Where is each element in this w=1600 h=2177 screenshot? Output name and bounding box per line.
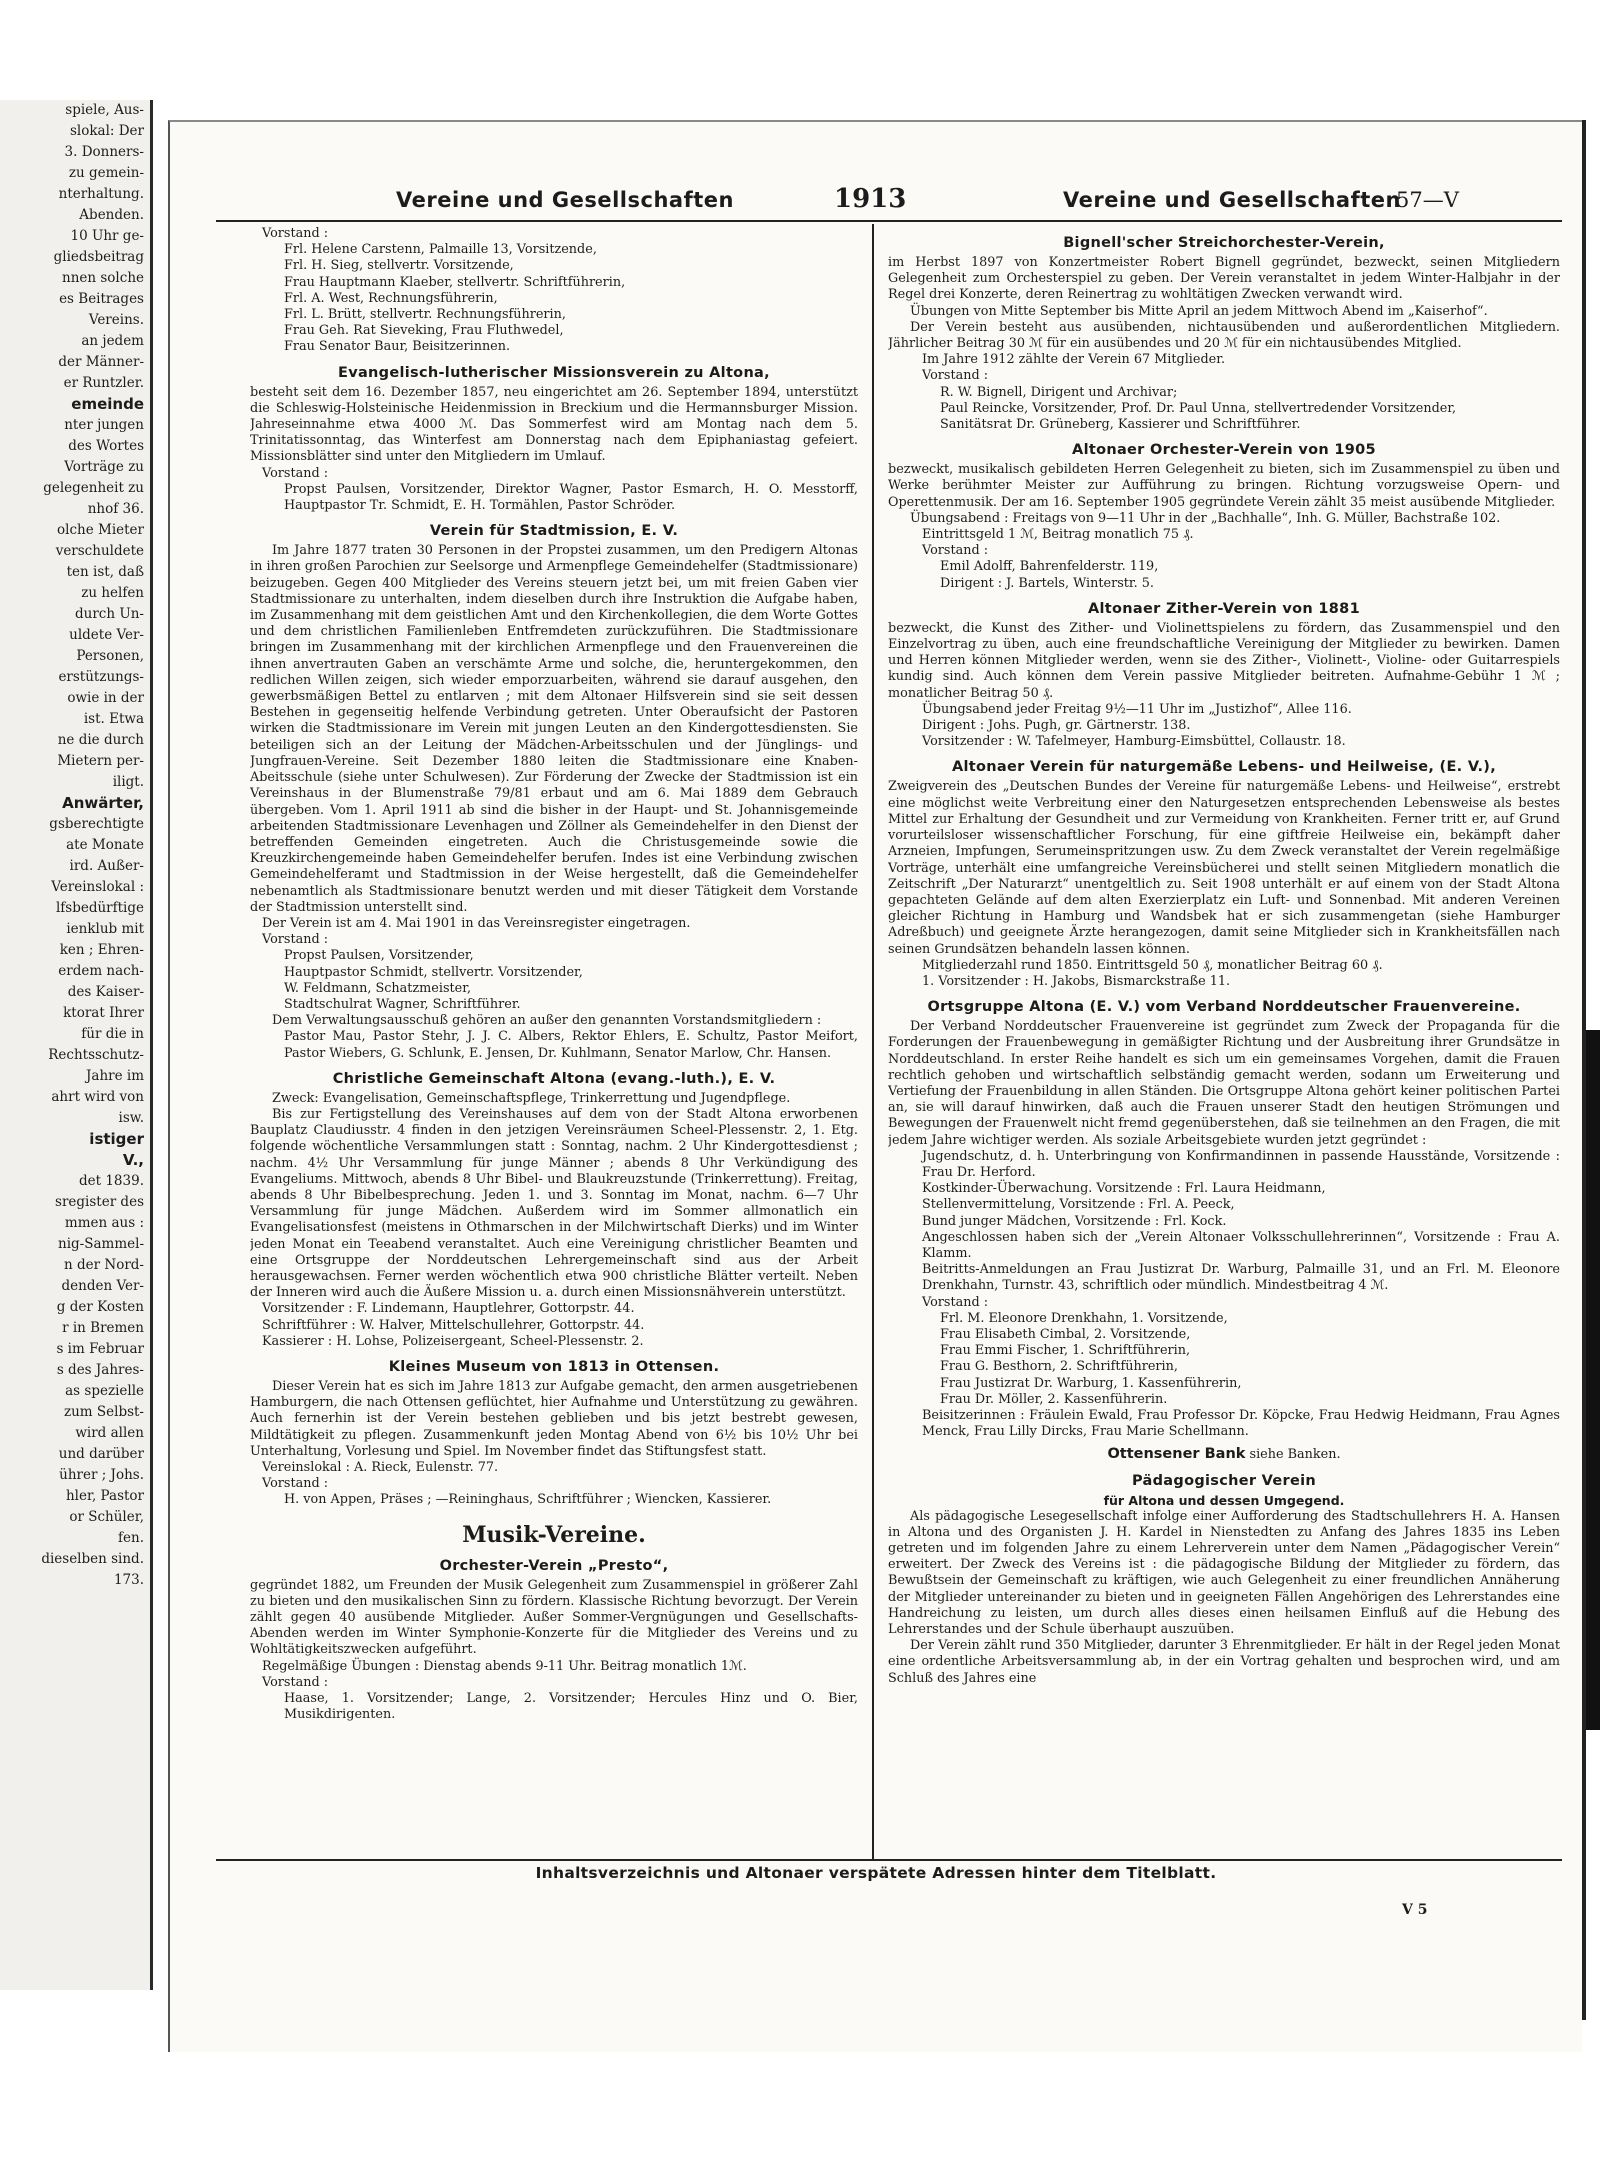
adjacent-page-line: 3. Donners- [64, 144, 144, 160]
left-column [250, 226, 858, 1856]
adjacent-page-line: er Runtzler. [63, 375, 144, 391]
footer-signature: V 5 [1402, 1902, 1428, 1918]
adjacent-page-line: iligt. [112, 774, 144, 790]
adjacent-page-lines [0, 814, 150, 1108]
detail-line: Kostkinder-Überwachung. Vorsitzende : Frl. Laura Heidmann, [922, 1181, 1326, 1197]
adjacent-page-line: es Beitrages [59, 291, 144, 307]
vorstand-member: W. Feldmann, Schatzmeister, [284, 980, 472, 996]
adjacent-page-line: 10 Uhr ge- [70, 228, 144, 244]
adjacent-page-line: ten ist, daß [66, 564, 144, 580]
section-text: Als pädagogische Lesegesellschaft infolge einer Aufforderung des Stadtschullehrers H. A. Hansen in Altona und des Organisten J. H. Kardel in Nienstedten zu Anfang des Jahres 1835 ins Leben getreten und im folgenden Jahre zu einem Lehrerverein unter dem Namen „Pädagogischer Verein“ erweitert. Der Zweck des Vereins ist : die pädagogische Bildung der Mitglieder zu fördern, das Bewußtsein der Gemeinschaft zu kräftigen, wie auch Gelegenheit zu einer freundlichen Annäherung der Mitglieder untereinander zu bieten und in geeigneten Fällen Angehörigen des Lehrerstandes eine Handreichung zu leisten, um durch alles dieses einen heilsamen Einfluß auf die Hebung des Lehrerstandes und der Schule überhaupt auszuüben. [888, 1508, 1560, 1638]
detail-line: Bund junger Mädchen, Vorsitzende : Frl. Kock. [922, 1213, 1227, 1229]
vorstand-label: Vorstand : [262, 932, 329, 948]
section-title-orchester-1905: Altonaer Orchester-Verein von 1905 [1072, 442, 1376, 459]
section-text: Bis zur Fertigstellung des Vereinshauses auf dem von der Stadt Altona erworbenen Bauplatz Claudiusstr. 4 finden in den jetzigen Vereinsräumen Scheel-Plessenstr. 2, 1. Etg. folgende wöchentliche Versammlungen statt : Sonntag, nachm. 2 Uhr Kindergottesdienst ; nachm. 4½ Uhr Versammlung für junge Männer ; abends 8 Uhr Verkündigung des Evangeliums. Mittwoch, abends 8 Uhr Bibel- und Blaukreuzstunde (Trinkerrettung). Freitag, abends 8 Uhr Bibelbesprechung. Jeden 1. und 3. Sonntag im Monat, nachm. 6—7 Uhr Versammlung für junge Mädchen. Außerdem wird im Sommer allmonatlich ein Evangelisationsfest (meistens in Othmarschen in der Milchwirtschaft Dierks) und im Winter jeden Monat ein Teeabend veranstaltet. Auch eine Vereinigung christlicher Beamten und eine Ortsgruppe der Norddeutschen Lehrergemeinschaft sind aus der Arbeit herausgewachsen. Ferner werden wöchentlich etwa 900 christliche Blätter verteilt. Neben der Inneren wird auch die Äußere Mission u. a. durch einen Missionsnähverein unterstützt. [250, 1106, 858, 1301]
section-title-gemeinschaft: Christliche Gemeinschaft Altona (evang.-luth.), E. V. [332, 1070, 776, 1087]
ausschuss-note: Dem Verwaltungsausschuß gehören an außer den genannten Vorstandsmitgliedern : [272, 1013, 822, 1029]
vorstand-member: Propst Paulsen, Vorsitzender, [284, 948, 474, 964]
adjacent-page-line: für die in [81, 1026, 144, 1042]
adjacent-page-line: ührer ; Johs. [59, 1467, 144, 1483]
vorstand-member: Frau Senator Baur, Beisitzerinnen. [284, 339, 511, 355]
directory-page [168, 120, 1582, 2052]
adjacent-page-line: nterhaltung. [58, 186, 144, 202]
detail-line: Dirigent : Johs. Pugh, gr. Gärtnerstr. 138. [922, 718, 1191, 734]
officer-line: Schriftführer : W. Halver, Mittelschullehrer, Gottorpstr. 44. [262, 1317, 645, 1333]
register-note: Der Verein ist am 4. Mai 1901 in das Vereinsregister eingetragen. [262, 915, 691, 931]
vorstand-member: Frl. H. Sieg, stellvertr. Vorsitzende, [284, 258, 514, 274]
heilweise-details [922, 958, 1560, 990]
adjacent-page-line: ktorat Ihrer [63, 1005, 144, 1021]
adjacent-page-line: ate Monate [66, 837, 144, 853]
section-text: Der Verein zählt rund 350 Mitglieder, darunter 3 Ehrenmitglieder. Er hält in der Regel jeden Monat eine ordentliche Arbeitsversammlung ab, in der ein Vortrag gehalten und besprochen wird, und am Schluß des Jahres eine [888, 1638, 1560, 1686]
vorstand-label: Vorstand : [922, 543, 989, 559]
adjacent-page-line: ienklub mit [66, 921, 144, 937]
adjacent-page-heading: V., [122, 1151, 144, 1169]
adjacent-page-line: Vorträge zu [64, 459, 144, 475]
running-header [170, 180, 1570, 214]
vorstand-member: Frl. M. Eleonore Drenkhahn, 1. Vorsitzende, [940, 1310, 1228, 1326]
adjacent-page-line: ird. Außer- [69, 858, 144, 874]
section-text: Der Verband Norddeutscher Frauenvereine ist gegründet zum Zweck der Propaganda für die Forderungen der Frauenbewegung in gemäßigter Richtung und der Ausbreitung ihrer Grundsätze in Norddeutschland. In erster Reihe handelt es sich um ein gemeinsames Vorgehen, damit die Frauen rechtlich gehoben und wirtschaftlich selbständig gemacht werden, sodann um Erweiterung und Vertiefung der Frauenbildung in allen Ständen. Die Ortsgruppe Altona gehört keiner politischen Partei an, sie will darauf hinwirken, daß auch die Frauen unserer Stadt den heutigen Strömungen und Bewegungen der Frauenwelt nicht fremd gegenüberstehen, daß sie teilnehmen an den Fragen, die mit jedem Jahre wichtiger werden. Als soziale Arbeitsgebiete wurden jetzt gegründet : [888, 1019, 1560, 1148]
vorstand-list [940, 385, 1560, 434]
detail-line: Übungsabend jeder Freitag 9½—11 Uhr im „Justizhof“, Allee 116. [922, 701, 1352, 717]
adjacent-page-heading: emeinde [71, 395, 144, 413]
adjacent-page-line: uldete Ver- [69, 627, 144, 643]
header-year: 1913 [834, 184, 907, 214]
adjacent-page-line: n der Nord- [64, 1257, 144, 1273]
detail-line: 1. Vorsitzender : H. Jakobs, Bismarckstraße 11. [922, 973, 1231, 989]
adjacent-page-line: r in Bremen [62, 1320, 144, 1336]
adjacent-page-line: or Schüler, [69, 1509, 144, 1525]
vorstand-member: Frau Dr. Möller, 2. Kassenführerin. [940, 1391, 1168, 1407]
vorstand-member: Stadtschulrat Wagner, Schriftführer. [284, 996, 521, 1012]
adjacent-page-line: an jedem [81, 333, 144, 349]
adjacent-page-line: nhof 36. [87, 501, 144, 517]
section-text: im Herbst 1897 von Konzertmeister Robert Bignell gegründet, bezweckt, seinen Mitgliedern Gelegenheit zum Orchesterspiel zu geben. Der Verein veranstaltet in jedem Winter-Halbjahr in der Regel drei Konzerte, deren Reinertrag zu wohltätigen Zwecken verwandt wird. [888, 255, 1560, 303]
arbeitsgebiete-list [922, 1149, 1560, 1295]
adjacent-page-line: Vereins. [88, 312, 144, 328]
vorstand-list [940, 1311, 1560, 1408]
vorstand-members: H. von Appen, Präses ; —Reininghaus, Schriftführer ; Wiencken, Kassierer. [284, 1492, 772, 1508]
section-text: Dieser Verein hat es sich im Jahre 1813 zur Aufgabe gemacht, den armen ausgetriebenen Hamburgern, die nach Ottensen geflüchtet, hier Aufnahme und Unterstützung zu gewähren. Auch fernerhin ist der Verein bestehen geblieben und bis jetzt bestrebt gewesen, Mildtätigkeit zu pflegen. Zusammenkunft jeden Montag Abend von 6½ bis 10½ Uhr bei Unterhaltung, Vorlesung und Spiel. Im November findet das Stiftungsfest statt. [250, 1379, 858, 1459]
footer-rule [216, 1859, 1562, 1861]
adjacent-page-line: ahrt wird von [51, 1089, 144, 1105]
adjacent-page-line: durch Un- [75, 606, 144, 622]
detail-line: Stellenvermittelung, Vorsitzende : Frl. A. Peeck, [922, 1197, 1235, 1213]
section-title-stadtmission: Verein für Stadtmission, E. V. [429, 523, 679, 540]
adjacent-page-line: nter jungen [64, 417, 144, 433]
adjacent-page-line: Abenden. [79, 207, 144, 223]
adjacent-page-line: ken ; Ehren- [59, 942, 144, 958]
adjacent-page-line: ist. Etwa [83, 711, 144, 727]
header-rule [216, 220, 1562, 222]
section-title-zither: Altonaer Zither-Verein von 1881 [1088, 600, 1360, 617]
vorstand-member: Frau G. Besthorn, 2. Schriftführerin, [940, 1359, 1178, 1375]
adjacent-page-line: wird allen [75, 1425, 144, 1441]
vorstand-member: Frl. Helene Carstenn, Palmaille 13, Vorsitzende, [284, 242, 597, 258]
adjacent-page-line: s im Februar [56, 1341, 144, 1357]
adjacent-page-line: hler, Pastor [65, 1488, 144, 1504]
right-column [888, 226, 1560, 1856]
adjacent-page-line: erstützungs- [58, 669, 144, 685]
adjacent-page-line: spiele, Aus- [65, 102, 144, 118]
category-title-musik-vereine: Musik-Vereine. [462, 1521, 646, 1548]
adjacent-page-line: nnen solche [62, 270, 144, 286]
member-count: Im Jahre 1912 zählte der Verein 67 Mitglieder. [922, 352, 1226, 368]
vorstand-member: Hauptpastor Schmidt, stellvertr. Vorsitzender, [284, 964, 583, 980]
adjacent-page-lines [0, 1171, 150, 1591]
detail-line: Jugendschutz, d. h. Unterbringung von Konfirmandinnen in passende Hausstände, Vorsitzende : Frau Dr. Herford. [922, 1148, 1560, 1180]
adjacent-page-line: zum Selbst- [63, 1404, 144, 1420]
vorstand-member: Frl. A. West, Rechnungsführerin, [284, 290, 498, 306]
adjacent-page-lines [0, 1108, 150, 1129]
adjacent-page-line: lfsbedürftige [55, 900, 144, 916]
vorstand-member: Frau Elisabeth Cimbal, 2. Vorsitzende, [940, 1326, 1191, 1342]
adjacent-page-line: g der Kosten [56, 1299, 144, 1315]
zither-details [922, 702, 1560, 751]
section-title-frauenvereine: Ortsgruppe Altona (E. V.) vom Verband Norddeutscher Frauenvereine. [927, 999, 1521, 1016]
adjacent-page-line: Mietern per- [57, 753, 144, 769]
vorstand-label: Vorstand : [262, 465, 329, 481]
adjacent-page-line: as spezielle [65, 1383, 144, 1399]
section-title-museum: Kleines Museum von 1813 in Ottensen. [388, 1359, 720, 1375]
vorstand-label: Vorstand : [262, 1674, 329, 1690]
adjacent-page-fragment [0, 100, 153, 1990]
officer-line: Vorsitzender : F. Lindemann, Hauptlehrer, Gottorpstr. 44. [262, 1301, 635, 1317]
beisitzerinnen: Beisitzerinnen : Fräulein Ewald, Frau Professor Dr. Köpcke, Frau Hedwig Heidmann, Frau Agnes Menck, Frau Lilly Dircks, Frau Marie Schellmann. [922, 1408, 1560, 1440]
section-title-heilweise: Altonaer Verein für naturgemäße Lebens- und Heilweise, (E. V.), [951, 759, 1497, 776]
vorstand-member: Frau Hauptmann Klaeber, stellvertr. Schriftführerin, [284, 274, 626, 290]
adjacent-page-line: erdem nach- [58, 963, 144, 979]
section-title-bignell: Bignell'scher Streichorchester-Verein, [1063, 235, 1385, 251]
adjacent-page-line: Vereinslokal : [51, 879, 144, 895]
uebungen: Regelmäßige Übungen : Dienstag abends 9-11 Uhr. Beitrag monatlich 1ℳ. [262, 1658, 747, 1674]
adjacent-page-line: isw. [118, 1110, 144, 1126]
officer-line: Kassierer : H. Lohse, Polizeisergeant, Scheel-Plessenstr. 2. [262, 1333, 644, 1349]
adjacent-page-line: s des Jahres- [56, 1362, 144, 1378]
section-text: Im Jahre 1877 traten 30 Personen in der Propstei zusammen, um den Predigern Altonas in ihren großen Parochien zur Seelsorge und Armenpflege Gemeindehelfer (Stadtmissionare) beizugeben. Gegen 400 Mitglieder des Vereins steuern jetzt bei, um mit freien Gaben vier Stadtmissionare zu unterhalten, indem dieselben durch ihre Instruktion die Aufgabe haben, im Zusammenhang mit dem geistlichen Amt und den Kirchenkollegien, die dem Worte Gottes und dem christlichen Familienleben Entfremdeten zurückzuführen. Die Stadtmissionare bringen im Zusammenhang mit der kirchlichen Armenpflege und den Frauenvereinen die ihnen anvertrauten Gaben an verschämte Arme und solche, die, heruntergekommen, den redlichen Willen zeigen, sich wieder emporzuarbeiten, während sie darauf ausgehen, den gewerbsmäßigen Bettel zu entlarven ; mit dem Altonaer Hilfsverein sind sie seit dessen Bestehen in gegenseitig helfende Verbindung getreten. Unter Oberaufsicht der Pastoren wirken die Stadtmissionare im Verein mit jungen Leuten an den Kindergottesdiensten. Sie beteiligen sich an der Leitung der Mädchen-Arbeitsschulen und der Jünglings- und Jungfrauen-Vereine. Seit Dezember 1880 leiten die Stadtmissionare eine Knaben-Abeitsschule (siehe unter Schulwesen). Zur Förderung der Zwecke der Stadtmission ist ein Vereinshaus in der Blumenstraße 79/81 erbaut und am 6. Mai 1889 dem Gebrauch übergeben. Vom 1. April 1911 ab sind die bisher in der Haupt- und St. Johannisgemeinde arbeitenden Stadtmissionare Levenhagen und Zöllner als Gemeindehelfer in den Dienst der betreffenden Gemeinden eingetreten. Auch die Christusgemeinde sowie die Kreuzkirchengemeinde haben Gemeindehelfer berufen. Indes ist eine Verbindung zwischen Gemeindehelferamt und Stadtmission in der Weise hergestellt, daß die Gemeindehelfer nebenamtlich als Stadtmissionare benutzt werden und mit dieser Tätigkeit dem Vorstande der Stadtmission unterstellt sind. [250, 543, 858, 915]
adjacent-page-line: verschuldete [55, 543, 144, 559]
adjacent-page-line: mmen aus : [64, 1215, 144, 1231]
vorstand-members: Propst Paulsen, Vorsitzender, Direktor Wagner, Pastor Esmarch, H. O. Messtorff, Hauptpastor Tr. Schmidt, E. H. Tormählen, Pastor Schröder. [284, 481, 858, 514]
header-right-title: Vereine und Gesellschaften [1063, 188, 1401, 212]
vorstand-list [284, 242, 858, 355]
vorstand-list [284, 948, 858, 1013]
vorstand-member: Sanitätsrat Dr. Grüneberg, Kassierer und Schriftführer. [940, 417, 1301, 433]
mitglieder-note: Der Verein besteht aus ausübenden, nichtausübenden und außerordentlichen Mitgliedern. Jährlicher Beitrag 30 ℳ für ein ausübendes und 20 ℳ für ein nichtausübendes Mitglied. [888, 319, 1560, 352]
adjacent-page-line: 173. [113, 1572, 144, 1588]
adjacent-page-line: olche Mieter [57, 522, 144, 538]
adjacent-page-line: dieselben sind. [41, 1551, 144, 1567]
section-text: Zweigverein des „Deutschen Bundes der Vereine für naturgemäße Lebens- und Heilweise“, erstrebt eine möglichst weite Verbreitung einer den Naturgesetzen entsprechenden Lebensweise als bestes Mittel zur Erhaltung der Gesundheit und zur Vermeidung von Krankheiten. Ferner tritt er, auf Grund vorurteilsloser wissenschaftlicher Forschung, für eine giftfreie Heilweise ein, bekämpft daher Arzneien, Impfungen, Serumeinspritzungen usw. Zu dem Zweck veranstaltet der Verein regelmäßige Vorträge, unterhält eine umfangreiche Vereinsbücherei und stellt seinen Mitgliedern monatlich die Zeitschrift „Der Naturarzt“ unentgeltlich zu. Seit 1908 unterhält er auf einem von der Stadt Altona gepachteten Gelände auf dem alten Exerzierplatz ein Luft- und Sonnenbad. Mit anderen Vereinen gleicher Richtung in Hamburg und Wandsbek hat er sich zusammengetan (siehe Hamburger Adreßbuch) und geeignete Ärzte herangezogen, damit seine Mitglieder sich in Krankheitsfällen nach seinen Grundsätzen behandeln lassen können. [888, 779, 1560, 957]
vorstand-label: Vorstand : [262, 226, 329, 241]
column-divider [872, 224, 874, 1859]
adjacent-page-line: und darüber [58, 1446, 144, 1462]
section-text: bezweckt, die Kunst des Zither- und Violinettspielens zu fördern, das Zusammenspiel und den Einzelvortrag zu üben, auch eine freundschaftliche Vereinigung der Mitglieder zu bewirken. Damen und Herren können Mitglieder werden, wenn sie des Zither-, Violinett-, Violine- oder Guitarrespiels kundig sind. Auch können dem Verein passive Mitglieder beitreten. Aufnahme-Gebühr 1 ℳ ; monatlicher Beitrag 50 ₰. [888, 620, 1560, 701]
adjacent-page-line: det 1839. [79, 1173, 144, 1189]
header-page-number: 57—V [1396, 188, 1459, 212]
section-text: bezweckt, musikalisch gebildeten Herren Gelegenheit zu bieten, sich im Zusammenspiel zu üben und Werke berühmter Meister zur Aufführung zu bringen. Richtung vorzugsweise Opern- und Operettenmusik. Der am 16. September 1905 gegründete Verein zählt 35 meist ausübende Mitglieder. [888, 462, 1560, 510]
vorstand-member: Frl. L. Brütt, stellvertr. Rechnungsführerin, [284, 307, 566, 323]
beitrag: Eintrittsgeld 1 ℳ, Beitrag monatlich 75 ₰. [922, 527, 1194, 543]
section-title-paedagogisch: Pädagogischer Verein [1132, 1472, 1316, 1489]
section-title-presto: Orchester-Verein „Presto“, [439, 1557, 669, 1574]
adjacent-page-line: Jahre im [85, 1068, 144, 1084]
detail-line: Vorsitzender : W. Tafelmeyer, Hamburg-Eimsbüttel, Collaustr. 18. [922, 734, 1346, 750]
adjacent-page-line: Personen, [76, 648, 144, 664]
adjacent-page-line: denden Ver- [61, 1278, 144, 1294]
vorstand-list [940, 559, 1560, 591]
adjacent-page-line: owie in der [67, 690, 144, 706]
detail-line: Angeschlossen haben sich der „Verein Altonaer Volksschullehrerinnen“, Vorsitzende : Frau A. Klamm. [922, 1229, 1560, 1261]
bank-reference-text: siehe Banken. [1245, 1447, 1341, 1463]
detail-line: Beitritts-Anmeldungen an Frau Justizrat Dr. Warburg, Palmaille 31, und an Frl. M. Eleonore Drenkhahn, Turnstr. 43, schriftlich oder mündlich. Mindestbeitrag 4 ℳ. [922, 1262, 1560, 1294]
footer-note: Inhaltsverzeichnis und Altonaer verspätete Adressen hinter dem Titelblatt. [535, 1864, 1217, 1882]
section-text: gegründet 1882, um Freunden der Musik Gelegenheit zum Zusammenspiel in größerer Zahl zu bieten und den musikalischen Sinn zu fördern. Klassische Richtung bevorzugt. Der Verein zählt gegen 40 ausübende Mitglieder. Außer Sommer-Vergnügungen und Gesellschafts-Abenden werden im Winter Symphonie-Konzerte für die Mitglieder des Vereins und zu Wohltätigkeitszwecken aufgeführt. [250, 1577, 858, 1658]
vorstand-member: Frau Justizrat Dr. Warburg, 1. Kassenführerin, [940, 1375, 1242, 1391]
adjacent-page-line: ne die durch [57, 732, 144, 748]
adjacent-page-heading: istiger [89, 1130, 144, 1148]
adjacent-page-line: slokal: Der [69, 123, 144, 139]
adjacent-page-lines [0, 415, 150, 793]
section-title-missionsverein: Evangelisch-lutherischer Missionsverein zu Altona, [338, 364, 770, 381]
zweck-text: Zweck: Evangelisation, Gemeinschaftspflege, Trinkerrettung und Jugendpflege. [272, 1090, 791, 1106]
vereinslokal: Vereinslokal : A. Rieck, Eulenstr. 77. [262, 1460, 499, 1476]
adjacent-page-line: nig-Sammel- [58, 1236, 144, 1252]
vorstand-label: Vorstand : [922, 368, 989, 384]
ausschuss-members: Pastor Mau, Pastor Stehr, J. J. C. Albers, Rektor Ehlers, E. Schultz, Pastor Meifort, Pastor Wiebers, G. Schlunk, E. Jensen, Dr. Kuhlmann, Senator Marlow, Chr. Hansen. [284, 1029, 858, 1061]
adjacent-page-line: gelegenheit zu [43, 480, 144, 496]
officers-list [262, 1301, 858, 1350]
adjacent-page-line: gliedsbeitrag [53, 249, 144, 265]
section-subtitle: für Altona und dessen Umgegend. [1103, 1492, 1345, 1508]
vorstand-member: Dirigent : J. Bartels, Winterstr. 5. [940, 575, 1154, 591]
bank-name: Ottensener Bank [1107, 1446, 1246, 1463]
vorstand-member: Frau Geh. Rat Sieveking, Frau Fluthwedel, [284, 323, 564, 339]
uebungen: Übungsabend : Freitags von 9—11 Uhr in der „Bachhalle“, Inh. G. Müller, Bachstraße 102. [910, 510, 1501, 526]
vorstand-member: R. W. Bignell, Dirigent und Archivar; [940, 384, 1178, 400]
vorstand-members: Haase, 1. Vorsitzender; Lange, 2. Vorsitzender; Hercules Hinz und O. Bier, Musikdirigenten. [284, 1691, 858, 1723]
adjacent-page-line: zu helfen [81, 585, 144, 601]
adjacent-page-line: gsberechtigte [49, 816, 144, 832]
vorstand-member: Emil Adolff, Bahrenfelderstr. 119, [940, 559, 1159, 575]
edge-text-shadow [1586, 1030, 1600, 1730]
header-left-title: Vereine und Gesellschaften [396, 188, 734, 212]
bank-reference [888, 1446, 1560, 1463]
detail-line: Mitgliederzahl rund 1850. Eintrittsgeld 50 ₰, monatlicher Beitrag 60 ₰. [922, 957, 1383, 973]
adjacent-page-line: zu gemein- [68, 165, 144, 181]
vorstand-label: Vorstand : [922, 1294, 989, 1310]
adjacent-page-lines [0, 100, 150, 394]
section-text: besteht seit dem 16. Dezember 1857, neu eingerichtet am 26. September 1894, unterstützt die Schleswig-Holsteinische Heidenmission in Breckium und die Hermannsburger Mission. Jahreseinnahme etwa 4000 ℳ. Das Sommerfest wird am Montag nach dem 5. Trinitatissonntag, das Winterfest am Donnerstag nach dem Epiphaniastag gefeiert. Missionsblätter sind unter den Mitgliedern im Umlauf. [250, 384, 858, 465]
adjacent-page-line: der Männer- [58, 354, 144, 370]
vorstand-label: Vorstand : [262, 1476, 329, 1492]
vorstand-member: Frau Emmi Fischer, 1. Schriftführerin, [940, 1343, 1191, 1359]
adjacent-page-line: Rechtsschutz- [48, 1047, 144, 1063]
adjacent-page-line: fen. [118, 1530, 144, 1546]
adjacent-page-line: sregister des [55, 1194, 144, 1210]
vorstand-member: Paul Reincke, Vorsitzender, Prof. Dr. Paul Unna, stellvertredender Vorsitzender, [940, 400, 1457, 416]
uebungen: Übungen von Mitte September bis Mitte April an jedem Mittwoch Abend im „Kaiserhof“. [910, 303, 1488, 319]
adjacent-page-heading: Anwärter, [62, 794, 144, 812]
adjacent-page-line: des Kaiser- [67, 984, 144, 1000]
adjacent-page-line: des Wortes [68, 438, 144, 454]
